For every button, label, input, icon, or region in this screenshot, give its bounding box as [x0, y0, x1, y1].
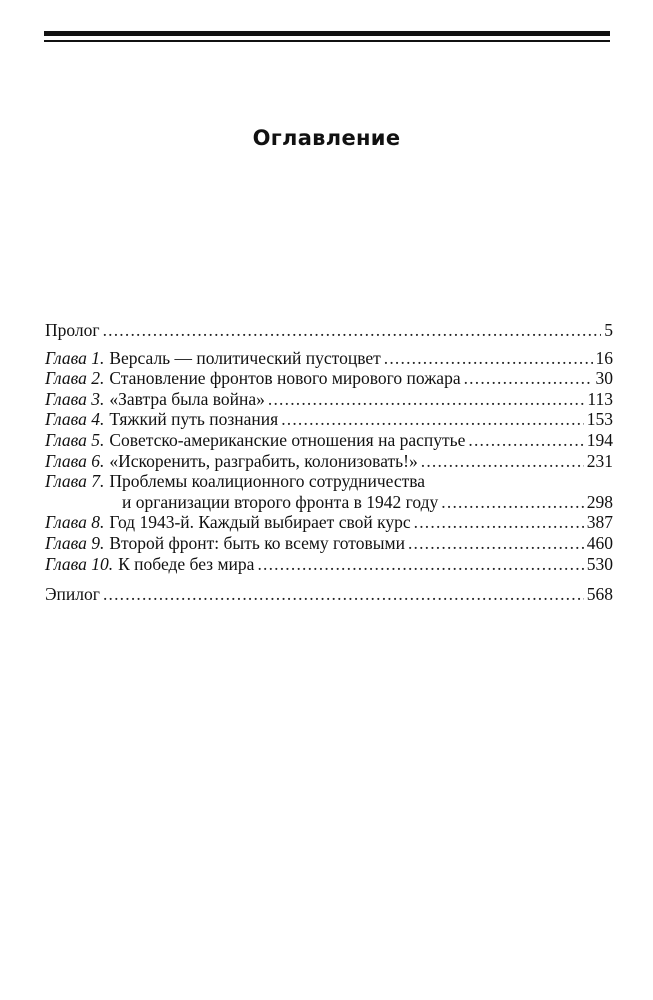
toc-page-number: 298	[586, 491, 613, 512]
chapter-number: Глава 10.	[45, 553, 114, 574]
chapter-title: Тяжкий путь познания	[109, 409, 279, 430]
toc-page-number: 387	[586, 512, 613, 533]
toc-page-number: 568	[586, 584, 613, 605]
dot-leader	[421, 451, 584, 472]
dot-leader	[384, 348, 593, 369]
dot-leader	[414, 512, 584, 533]
chapter-number: Глава 6.	[45, 450, 105, 471]
chapter-title: Проблемы коалиционного сотрудничества	[109, 471, 426, 492]
chapter-title: Год 1943-й. Каждый выбирает свой курс	[109, 512, 411, 533]
toc-page-number: 30	[595, 368, 613, 389]
header-rule-thin	[44, 40, 610, 42]
chapter-number: Глава 2.	[45, 368, 105, 389]
dot-leader	[268, 389, 584, 410]
chapter-title: Советско-американские отношения на распутье	[109, 429, 466, 450]
toc-entry-chapter-7-continued[interactable]	[45, 492, 613, 513]
toc-entry-chapter-8[interactable]	[45, 512, 613, 533]
dot-leader	[464, 368, 593, 389]
toc-entry-chapter-1[interactable]	[45, 348, 613, 369]
toc-page-number: 113	[587, 388, 613, 409]
toc-page-number: 530	[586, 553, 613, 574]
page-title: Оглавление	[252, 126, 401, 150]
chapter-number: Глава 4.	[45, 409, 105, 430]
chapter-number: Глава 8.	[45, 512, 105, 533]
dot-leader	[281, 409, 584, 430]
toc-entry-epilogue[interactable]	[45, 584, 613, 605]
header-rule-thick	[44, 31, 610, 36]
toc-page-number: 5	[604, 320, 613, 340]
chapter-number: Глава 1.	[45, 347, 105, 368]
toc-entry-chapter-10[interactable]	[45, 554, 613, 575]
chapter-number: Глава 9.	[45, 532, 105, 553]
toc-entry-chapter-5[interactable]	[45, 430, 613, 451]
toc-page-number: 460	[586, 532, 613, 553]
toc-page-number: 16	[595, 347, 613, 368]
toc-page-number: 194	[586, 429, 613, 450]
chapter-title: Становление фронтов нового мирового пожара	[109, 368, 461, 389]
dot-leader	[103, 584, 584, 605]
chapter-title: «Завтра была война»	[109, 388, 265, 409]
toc-entry-chapter-4[interactable]	[45, 409, 613, 430]
dot-leader	[257, 554, 583, 575]
toc-entry-chapter-2[interactable]	[45, 368, 613, 389]
toc-entry-prologue[interactable]	[45, 320, 613, 341]
chapter-title: «Искоренить, разграбить, колонизовать!»	[109, 450, 418, 471]
toc-entry-chapter-9[interactable]	[45, 533, 613, 554]
toc-entry-chapter-3[interactable]	[45, 389, 613, 410]
toc-page-number: 153	[586, 409, 613, 430]
chapter-title: Второй фронт: быть ко всему готовыми	[109, 532, 405, 553]
chapter-number: Глава 7.	[45, 471, 105, 492]
toc-entry-chapter-6[interactable]	[45, 451, 613, 472]
table-of-contents	[45, 320, 613, 605]
toc-entry-chapter-7[interactable]	[45, 471, 613, 492]
chapter-title: К победе без мира	[118, 553, 255, 574]
chapter-number: Глава 5.	[45, 429, 105, 450]
dot-leader	[468, 430, 583, 451]
dot-leader	[408, 533, 584, 554]
toc-entry-label: Эпилог	[45, 584, 100, 605]
chapter-number: Глава 3.	[45, 388, 105, 409]
dot-leader	[441, 492, 583, 513]
dot-leader	[103, 320, 602, 341]
chapter-title-continued: и организации второго фронта в 1942 году	[122, 491, 439, 512]
toc-page-number: 231	[586, 450, 613, 471]
toc-entry-label: Пролог	[45, 320, 100, 340]
chapter-title: Версаль — политический пустоцвет	[109, 347, 381, 368]
